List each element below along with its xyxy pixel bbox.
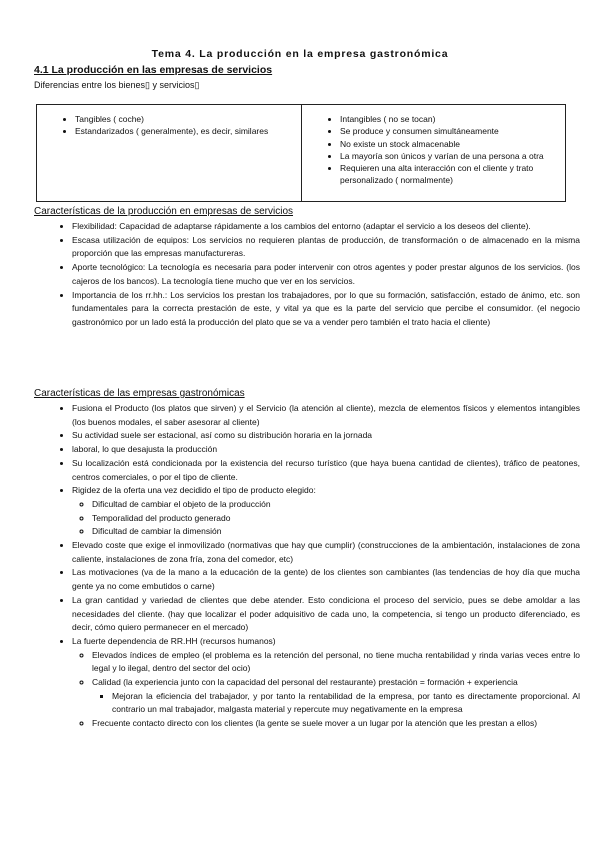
list-item: • Se produce y consumen simultáneamente [340,125,559,137]
list-item: • Aporte tecnológico: La tecnología es necesaria para poder intervenir con otros agentes y poder prestar algunos de los servicios. (los cajeros de los bancos). La tecnología tiene mucho que ver en los servicios. [72,261,580,288]
sub-sublist [92,690,580,717]
list-item-text: Rigidez de la oferta una vez decidido el tipo de producto elegido: [72,485,316,496]
list-item: • No existe un stock almacenable [340,138,559,150]
list-item: • La mayoría son únicos y varían de una persona a otra [340,150,559,162]
production-list [56,220,580,330]
list-item: • Elevado coste que exige el inmovilizado (normativas que hay que cumplir) (construcciones de la ambientación, instalaciones de zona caliente, instalaciones de zona fría, zona del comedor, etc) [72,539,580,566]
subtitle: Diferencias entre los bienes▯ y servicios▯ [34,80,200,90]
list-item: • Las motivaciones (va de la mano a la educación de la gente) de los clientes son cambiantes (las tendencias de hoy día que mucha gente ya no come embutidos o carne) [72,566,580,593]
comparison-table [36,104,566,202]
services-column [302,105,565,201]
list-item [72,635,580,731]
page-title: Tema 4. La producción en la empresa gastronómica [151,48,449,60]
list-item [72,484,580,539]
sublist-item: ◦ Elevados índices de empleo (el problema es la retención del personal, no tiene mucha rentabilidad y rinda varias veces entre lo legal y lo ilegal, dentro del sector del ocio) [92,649,580,676]
list-item: • Fusiona el Producto (los platos que sirven) y el Servicio (la atención al cliente), mezcla de elementos físicos y elementos intangibles (los buenos modales, el saber asesorar al cliente) [72,402,580,429]
sublist [72,649,580,731]
sublist-item: ◦ Dificultad de cambiar el objeto de la producción [92,498,580,512]
sub-sublist-item: ▪ Mejoran la eficiencia del trabajador, y por tanto la rentabilidad de la empresa, por tanto es directamente proporcional. Al contrario un mal trabajador, malgasta material y repercute muy negativamente en la empresa [112,690,580,717]
sublist-item: ◦ Temporalidad del producto generado [92,512,580,526]
gastronomic-heading: Características de las empresas gastronómicas [34,388,245,399]
goods-column [37,105,302,201]
list-item: • La gran cantidad y variedad de clientes que debe atender. Esto condiciona el proceso del servicio, pues se debe amoldar a las necesidades del cliente. (hay que localizar el poder adquisitivo de cada uno, la competencia, si tengo un producto diferenciado, es decir, cómo quiero permanecer en el mercado) [72,594,580,635]
sublist-item [92,676,580,717]
list-item: • Requieren una alta interacción con el cliente y trato personalizado ( normalmente) [340,162,559,187]
list-item-text: La fuerte dependencia de RR.HH (recursos humanos) [72,635,276,646]
list-item: • Importancia de los rr.hh.: Los servicios los prestan los trabajadores, por lo que su formación, satisfacción, estado de ánimo, etc. son fundamentales para la correcta prestación de este, y vital ya que es la parte del servicio que percibe el consumidor. (el negocio gastronómico por un lado está la producción del plato que se va a vender pero también el trato hacia el cliente) [72,289,580,330]
list-item: • laboral, lo que desajusta la producción [72,443,580,457]
sublist-item: ◦ Dificultad de cambiar la dimensión [92,525,580,539]
list-item: • Estandarizados ( generalmente), es decir, similares [75,125,295,137]
sublist [72,498,580,539]
list-item: • Su actividad suele ser estacional, así como su distribución horaria en la jornada [72,429,580,443]
list-item: • Intangibles ( no se tocan) [340,113,559,125]
sublist-item-text: Calidad (la experiencia junto con la capacidad del personal del restaurante) prestación = formación + experiencia [92,677,518,688]
production-heading: Características de la producción en empresas de servicios [34,206,294,217]
list-item: • Escasa utilización de equipos: Los servicios no requieren plantas de producción, de transformación o de almacenado en la misma proporción que las empresas manufactureras. [72,234,580,261]
section-heading: 4.1 La producción en las empresas de servicios [34,64,273,76]
list-item: • Tangibles ( coche) [75,113,295,125]
sublist-item: ◦ Frecuente contacto directo con los clientes (la gente se suele mover a un lugar por la atención que les prestan a ellos) [92,717,580,731]
list-item: • Su localización está condicionada por la existencia del recurso turístico (que haya buena cantidad de clientes), tráfico de peatones, centros comerciales, o por el tipo de cliente. [72,457,580,484]
gastronomic-list [56,402,580,731]
list-item: • Flexibilidad: Capacidad de adaptarse rápidamente a los cambios del entorno (adaptar el servicio a los deseos del cliente). [72,220,580,234]
